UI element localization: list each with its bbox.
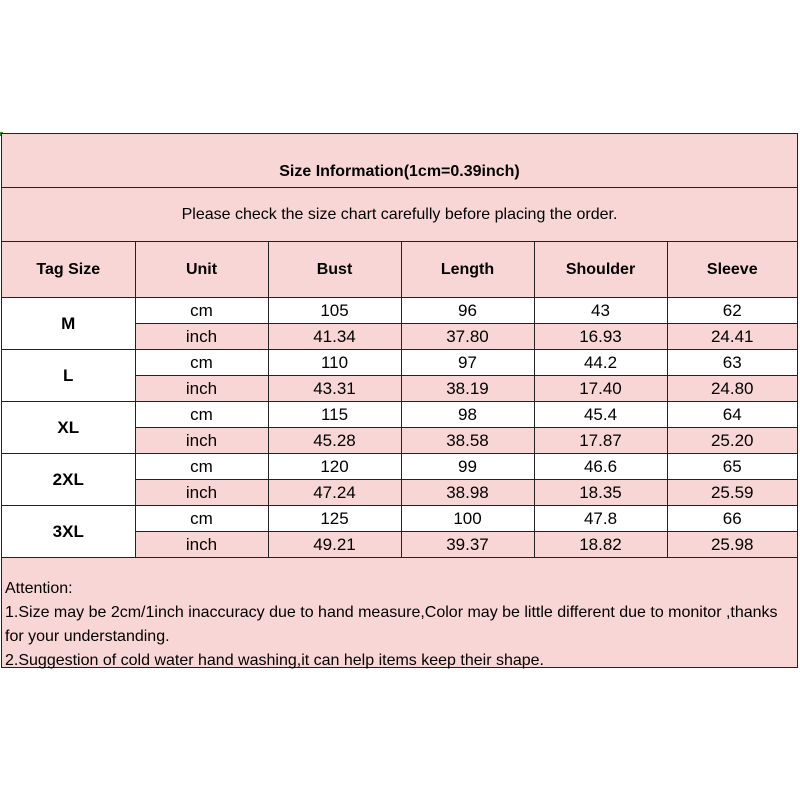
chart-title: Size Information(1cm=0.39inch) [2, 134, 797, 188]
unit-cell: inch [135, 376, 268, 402]
length-cell: 100 [401, 506, 534, 532]
bust-cell: 43.31 [268, 376, 401, 402]
sleeve-cell: 64 [667, 402, 797, 428]
header-sleeve: Sleeve [667, 242, 797, 298]
unit-cell: cm [135, 298, 268, 324]
table-row [2, 454, 797, 480]
length-cell: 38.58 [401, 428, 534, 454]
chart-subtitle: Please check the size chart carefully before placing the order. [2, 188, 797, 242]
header-length: Length [401, 242, 534, 298]
table-row [2, 402, 797, 428]
sleeve-cell: 65 [667, 454, 797, 480]
tag-size-cell: M [2, 298, 135, 350]
shoulder-cell: 47.8 [534, 506, 667, 532]
unit-cell: inch [135, 324, 268, 350]
bust-cell: 41.34 [268, 324, 401, 350]
size-chart-frame [1, 133, 798, 668]
header-shoulder: Shoulder [534, 242, 667, 298]
length-cell: 37.80 [401, 324, 534, 350]
unit-cell: inch [135, 532, 268, 558]
sleeve-cell: 25.59 [667, 480, 797, 506]
table-row [2, 350, 797, 376]
attention-notes [5, 577, 790, 673]
unit-cell: inch [135, 480, 268, 506]
shoulder-cell: 44.2 [534, 350, 667, 376]
sleeve-cell: 25.98 [667, 532, 797, 558]
shoulder-cell: 17.87 [534, 428, 667, 454]
length-cell: 98 [401, 402, 534, 428]
notes-line-1: 1.Size may be 2cm/1inch inaccuracy due to hand measure,Color may be little different due to monitor ,thanks for your understanding. [5, 604, 778, 645]
shoulder-cell: 18.35 [534, 480, 667, 506]
length-cell: 38.19 [401, 376, 534, 402]
sleeve-cell: 66 [667, 506, 797, 532]
bust-cell: 47.24 [268, 480, 401, 506]
length-cell: 99 [401, 454, 534, 480]
tag-size-cell: 3XL [2, 506, 135, 558]
sleeve-cell: 63 [667, 350, 797, 376]
bust-cell: 49.21 [268, 532, 401, 558]
header-tag-size: Tag Size [2, 242, 135, 298]
header-unit: Unit [135, 242, 268, 298]
sleeve-cell: 62 [667, 298, 797, 324]
unit-cell: inch [135, 428, 268, 454]
shoulder-cell: 16.93 [534, 324, 667, 350]
bust-cell: 45.28 [268, 428, 401, 454]
tag-size-cell: XL [2, 402, 135, 454]
table-header-row [2, 242, 797, 298]
table-row [2, 506, 797, 532]
bust-cell: 120 [268, 454, 401, 480]
length-cell: 39.37 [401, 532, 534, 558]
unit-cell: cm [135, 350, 268, 376]
shoulder-cell: 18.82 [534, 532, 667, 558]
shoulder-cell: 17.40 [534, 376, 667, 402]
length-cell: 97 [401, 350, 534, 376]
shoulder-cell: 45.4 [534, 402, 667, 428]
header-bust: Bust [268, 242, 401, 298]
tag-size-cell: L [2, 350, 135, 402]
length-cell: 96 [401, 298, 534, 324]
unit-cell: cm [135, 454, 268, 480]
unit-cell: cm [135, 506, 268, 532]
size-table [2, 242, 797, 558]
tag-size-cell: 2XL [2, 454, 135, 506]
length-cell: 38.98 [401, 480, 534, 506]
bust-cell: 115 [268, 402, 401, 428]
sleeve-cell: 24.41 [667, 324, 797, 350]
notes-heading: Attention: [5, 580, 73, 597]
notes-line-2: 2.Suggestion of cold water hand washing,it can help items keep their shape. [5, 652, 544, 669]
unit-cell: cm [135, 402, 268, 428]
shoulder-cell: 46.6 [534, 454, 667, 480]
sleeve-cell: 24.80 [667, 376, 797, 402]
bust-cell: 105 [268, 298, 401, 324]
sleeve-cell: 25.20 [667, 428, 797, 454]
bust-cell: 125 [268, 506, 401, 532]
shoulder-cell: 43 [534, 298, 667, 324]
bust-cell: 110 [268, 350, 401, 376]
table-row [2, 298, 797, 324]
